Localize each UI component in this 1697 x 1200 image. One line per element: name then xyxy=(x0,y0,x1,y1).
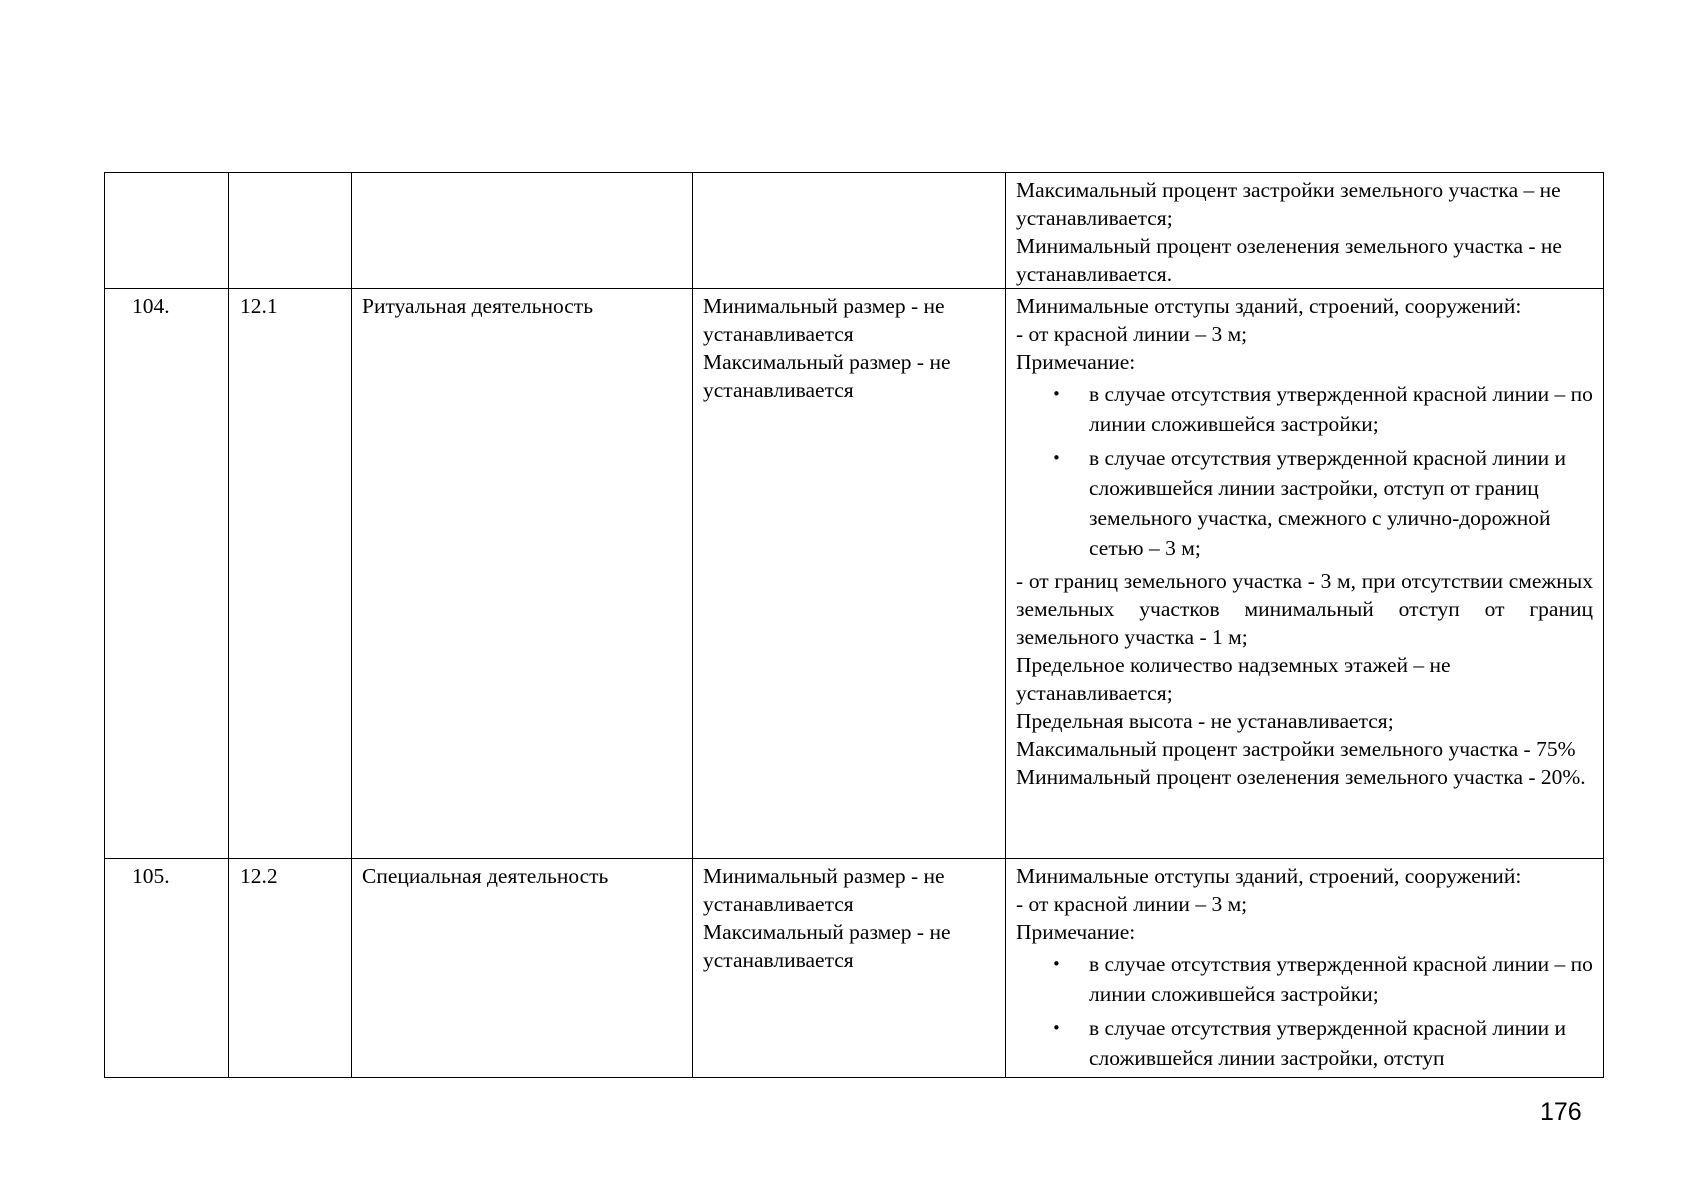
min-size-text: Минимальный размер - не устанавливается xyxy=(703,864,945,916)
note-list xyxy=(1016,949,1593,1073)
cell-size xyxy=(693,859,1006,1078)
parameter-text: - от границ земельного участка - 3 м, при отсутствии смежных земельных участков минимальный отступ от границ земельного участка - 1 м; xyxy=(1016,569,1593,649)
parameter-text: Предельное количество надземных этажей – не устанавливается; xyxy=(1016,653,1451,705)
cell-parameters xyxy=(1006,173,1604,289)
parameter-text: Минимальные отступы зданий, строений, сооружений: xyxy=(1016,864,1522,888)
parameter-text: - от красной линии – 3 м; xyxy=(1016,892,1248,916)
min-size-text: Минимальный размер - не устанавливается xyxy=(703,294,945,346)
table-row xyxy=(105,859,1604,1078)
cell-parameters xyxy=(1006,289,1604,859)
note-text: в случае отсутствия утвержденной красной линии – по линии сложившейся застройки; xyxy=(1089,382,1593,436)
note-list-item xyxy=(1052,379,1593,439)
parameter-text: Минимальный процент озеленения земельного участка - 20%. xyxy=(1016,765,1586,789)
cell-number: 104. xyxy=(105,289,229,859)
regulations-table xyxy=(104,172,1604,1078)
note-list-item xyxy=(1052,443,1593,563)
cell-name: Специальная деятельность xyxy=(352,859,693,1078)
note-text: в случае отсутствия утвержденной красной линии – по линии сложившейся застройки; xyxy=(1089,952,1593,1006)
cell-name xyxy=(352,173,693,289)
cell-number xyxy=(105,173,229,289)
parameter-text: Максимальный процент застройки земельного участка - 75% xyxy=(1016,737,1576,761)
cell-number: 105. xyxy=(105,859,229,1078)
parameter-text: Минимальные отступы зданий, строений, сооружений: xyxy=(1016,294,1522,318)
parameter-text: Примечание: xyxy=(1016,920,1136,944)
table-row xyxy=(105,289,1604,859)
bullet-icon: • xyxy=(1052,1019,1061,1037)
note-list xyxy=(1016,379,1593,563)
parameter-text: Примечание: xyxy=(1016,350,1136,374)
bullet-icon: • xyxy=(1052,955,1061,973)
note-list-item xyxy=(1052,1013,1593,1073)
max-size-text: Максимальный размер - не устанавливается xyxy=(703,350,951,402)
cell-name: Ритуальная деятельность xyxy=(352,289,693,859)
parameter-text: - от красной линии – 3 м; xyxy=(1016,322,1248,346)
bullet-icon: • xyxy=(1052,449,1061,467)
parameter-text: Максимальный процент застройки земельного участка – не устанавливается; xyxy=(1016,178,1561,230)
cell-code xyxy=(229,173,352,289)
cell-parameters xyxy=(1006,859,1604,1078)
cell-code: 12.1 xyxy=(229,289,352,859)
table-row-continued xyxy=(105,173,1604,289)
parameter-text: Предельная высота - не устанавливается; xyxy=(1016,709,1394,733)
bullet-icon: • xyxy=(1052,385,1061,403)
max-size-text: Максимальный размер - не устанавливается xyxy=(703,920,951,972)
cell-code: 12.2 xyxy=(229,859,352,1078)
cell-size xyxy=(693,289,1006,859)
note-list-item xyxy=(1052,949,1593,1009)
page-number: 176 xyxy=(1540,1098,1582,1126)
parameter-text: Минимальный процент озеленения земельного участка - не устанавливается. xyxy=(1016,234,1562,286)
note-text: в случае отсутствия утвержденной красной линии и сложившейся линии застройки, отступ от границ земельного участка, смежного с улично-дорожной сетью – 3 м; xyxy=(1089,446,1566,560)
note-text: в случае отсутствия утвержденной красной линии и сложившейся линии застройки, отступ xyxy=(1089,1016,1566,1070)
cell-size xyxy=(693,173,1006,289)
